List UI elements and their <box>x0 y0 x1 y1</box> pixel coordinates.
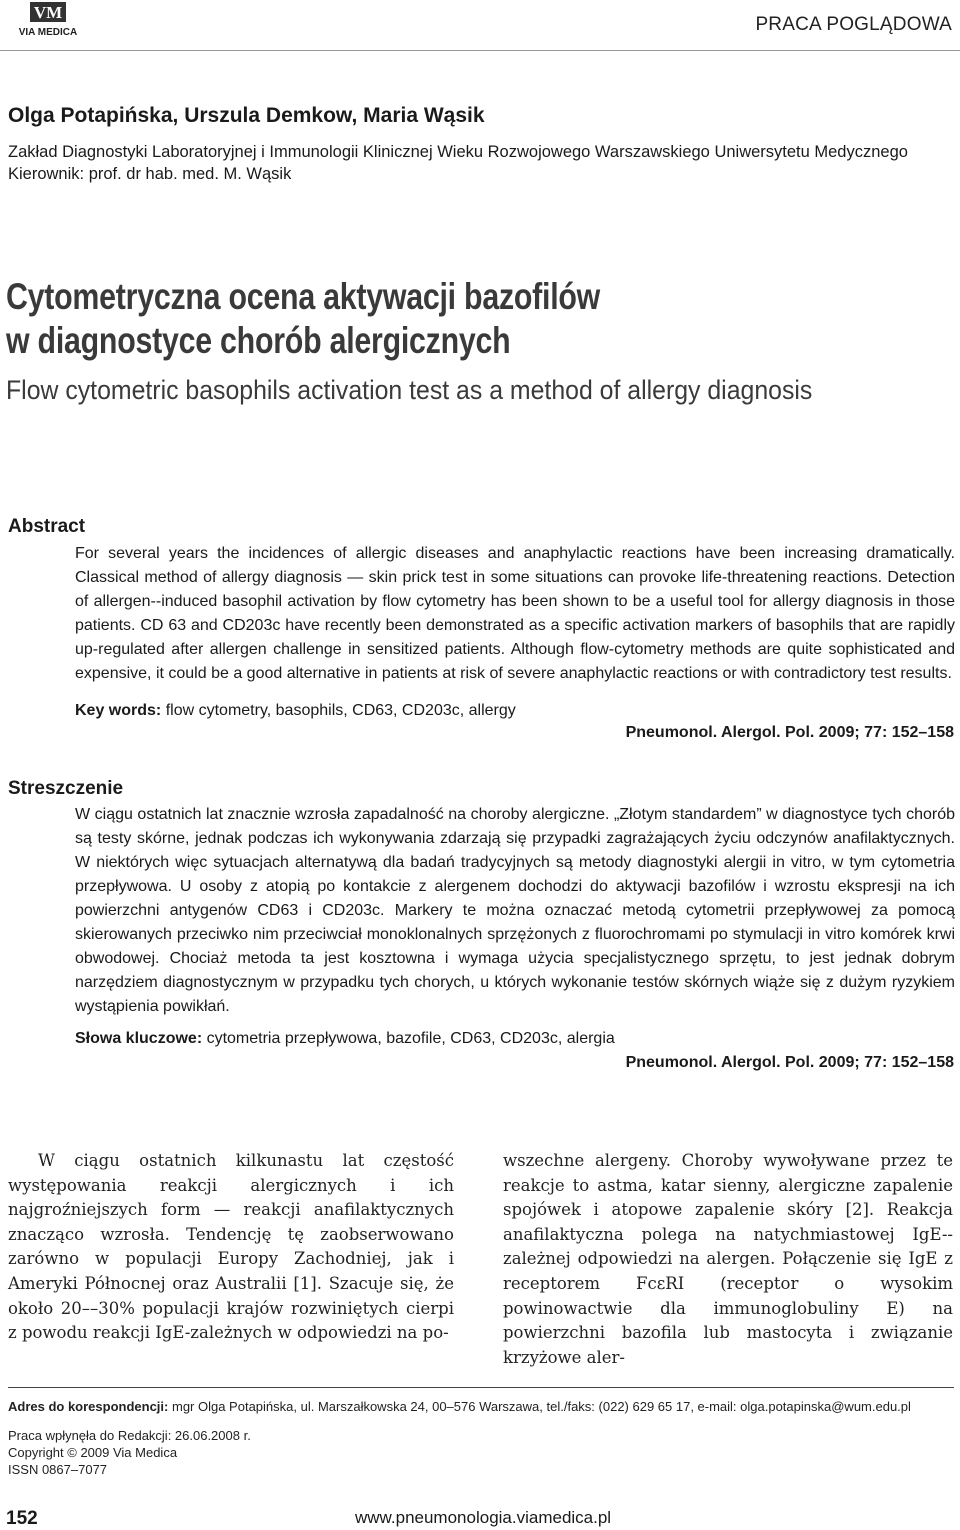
title-polish-line2: w diagnostyce chorób alergicznych <box>6 320 511 361</box>
abstract-text: For several years the incidences of allergic diseases and anaphylactic reactions have been increasing dramatically. Classical method of allergy diagnosis — skin prick test in some situations can provoke life-threatening reactions. Detection of allergen--induced basophil activation by flow cytometry has been shown to be a useful tool for allergy diagnosis in those patients. CD 63 and CD203c have recently been demonstrated as a specific activation markers of basophils that are rapidly up-regulated after allergen challenge in sensitized patients. Although flow-cytometry methods are quite sophisticated and expensive, it could be a good alternative in patients at risk of severe anaphylactic reactions or with contradictory test results. <box>75 545 955 682</box>
copyright: Copyright © 2009 Via Medica <box>8 1445 178 1460</box>
svg-text:VIA MEDICA: VIA MEDICA <box>18 27 78 38</box>
streszczenie-text: W ciągu ostatnich lat znacznie wzrosła zapadalność na choroby alergiczne. „Złotym standardem” w diagnostyce tych chorób są testy skórne, jednak podczas ich wykonywania zdarzają się przypadki zagrażających życiu odczynów anafilaktycznych. W niektórych więc sytuacjach alternatywą dla badań tradycyjnych są metody diagnostyki alergii in vitro, w tym cytometria przepływowa. U osoby z atopią po kontakcie z alergenem dochodzi do aktywacji bazofilów i wzrostu ekspresji na ich powierzchni antygenów CD63 i CD203c. Markery te można oznaczać metodą cytometrii przepływowej za pomocą skierowanych przeciwko nim przeciwciał monoklonalnych sprzężonych z fluorochromami po stymulacji in vitro komórek krwi obwodowej. Chociaż metoda ta jest kosztowna i wymaga użycia specjalistycznego sprzętu, to jest jednak dobrym narzędziem diagnostycznym w przypadku tych chorych, u których wykonanie testów skórnych wiąże się z dużym ryzykiem wystąpienia powikłań. <box>75 806 955 1015</box>
keywords-list: flow cytometry, basophils, CD63, CD203c, allergy <box>161 702 516 719</box>
citation-pl: Pneumonol. Alergol. Pol. 2009; 77: 152–158 <box>625 1054 954 1071</box>
streszczenie-heading: Streszczenie <box>8 778 124 799</box>
section-label: PRACA POGLĄDOWA <box>755 14 952 35</box>
header-divider <box>0 50 960 51</box>
authors: Olga Potapińska, Urszula Demkow, Maria Wąsik <box>8 104 485 127</box>
received-date: Praca wpłynęła do Redakcji: 26.06.2008 r. <box>8 1428 251 1443</box>
website-link[interactable]: www.pneumonologia.viamedica.pl <box>355 1508 612 1527</box>
slowa-kluczowe <box>75 1030 615 1048</box>
keywords <box>75 702 516 720</box>
keywords-label: Key words: <box>75 702 162 719</box>
slowa-kluczowe-label: Słowa kluczowe: <box>75 1030 203 1047</box>
affiliation-head: Kierownik: prof. dr hab. med. M. Wąsik <box>8 165 292 183</box>
via-medica-logo <box>8 2 88 38</box>
correspondence-label: Adres do korespondencji: <box>8 1399 169 1414</box>
title-english: Flow cytometric basophils activation test as a method of allergy diagnosis <box>6 375 813 405</box>
issn: ISSN 0867–7077 <box>8 1462 108 1477</box>
page-number: 152 <box>6 1508 38 1529</box>
correspondence <box>8 1398 911 1415</box>
body-column-left: W ciągu ostatnich kilkunastu lat częstość występowania reakcji alergicznych i ich najgroźniejszych form — reakcji anafilaktycznych znacząco wzrosła. Tendencję tę zaobserwowano zarówno w populacji Europy Zachodniej, jak i Ameryki Północnej oraz Australii [1]. Szacuje się, że około 20––30% populacji krajów rozwiniętych cierpi z powodu reakcji IgE-zależnych w odpowiedzi na po- <box>8 1151 454 1343</box>
affiliation: Zakład Diagnostyki Laboratoryjnej i Immunologii Klinicznej Wieku Rozwojowego Warszawskiego Uniwersytetu Medycznego <box>8 143 908 161</box>
footer-divider <box>8 1387 954 1388</box>
abstract-heading: Abstract <box>8 516 86 537</box>
title-polish-line1: Cytometryczna ocena aktywacji bazofilów <box>6 276 601 317</box>
slowa-kluczowe-list: cytometria przepływowa, bazofile, CD63, CD203c, alergia <box>202 1030 615 1047</box>
correspondence-details: mgr Olga Potapińska, ul. Marszałkowska 24, 00–576 Warszawa, tel./faks: (022) 629 65 17, e-mail: olga.potapinska@wum.edu.pl <box>168 1399 911 1414</box>
svg-text:VM: VM <box>33 3 63 22</box>
body-column-right: wszechne alergeny. Choroby wywoływane przez te reakcje to astma, katar sienny, alergiczne zapalenie spojówek i atopowe zapalenie skóry [2]. Reakcja anafilaktyczna polega na natychmiastowej IgE--zależnej odpowiedzi na alergen. Połączenie się IgE z receptorem FcεRI (receptor o wysokim powinowactwie dla immunoglobuliny E) na powierzchni bazofila lub mastocyta i związanie krzyżowe aler- <box>503 1151 953 1367</box>
citation: Pneumonol. Alergol. Pol. 2009; 77: 152–158 <box>625 724 954 741</box>
